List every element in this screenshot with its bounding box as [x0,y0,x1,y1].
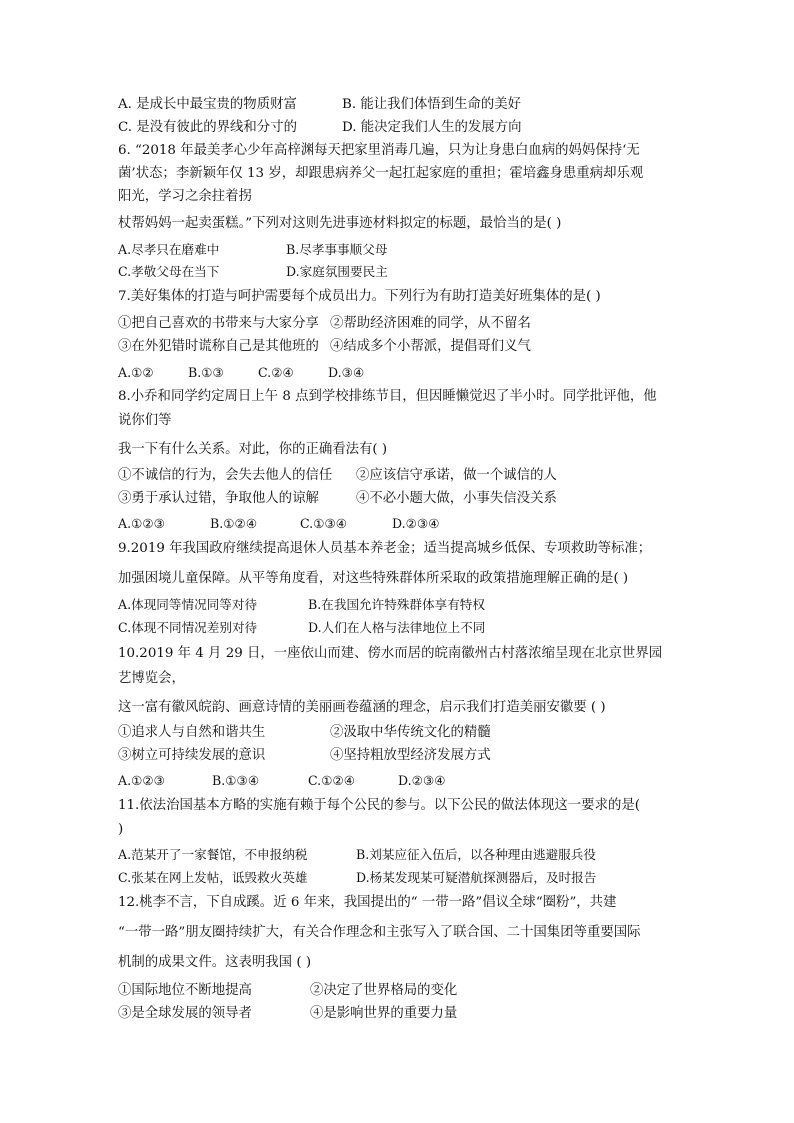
q11-option-d: D.杨某发现某可疑潜航探测器后，及时报告 [356,870,597,885]
q11-stem-line-2: ) [118,822,124,837]
q11-row-cd [118,869,597,887]
q6-stem-line-4: 杖帮妈妈一起卖蛋糕。”下列对这则先进事迹材料拟定的标题，最恰当的是( ) [118,216,562,231]
q7-statement-3: ③在外犯错时谎称自己是其他班的 [118,339,319,354]
q9-row-ab [118,596,485,614]
q6-stem-line-1: 6. “2018 年最美孝心少年高梓渊每天把家里消毒几遍，只为让身患白血病的妈妈保持‘无 [118,143,640,158]
q7-stem: 7.美好集体的打造与呵护需要每个成员出力。下列行为有助打造美好班集体的是( ) [118,289,601,304]
q9-option-a: A.体现同等情况同等对待 [118,597,258,612]
q9-option-c: C.体现不同情况差别对待 [118,620,258,635]
q7-choice-c: C.②④ [258,365,294,380]
q11-option-b: B.刘某应征入伍后，以各种理由逃避服兵役 [356,847,596,862]
q9-option-d: D.人们在人格与法律地位上不同 [308,620,486,635]
q8-choice-a: A.①②③ [118,516,165,531]
q7-choice-b: B.①③ [188,365,224,380]
q10-statements-12 [118,724,491,742]
q10-choice-d: D.②③④ [398,773,446,788]
q5-option-d: D. 能决定我们人生的发展方向 [342,120,522,135]
q10-statement-1: ①追求人与自然和谐共生 [118,725,266,740]
q7-choice-d: D.③④ [328,365,365,380]
q8-statement-1: ①不诚信的行为，会失去他人的信任 [118,468,333,483]
q9-row-cd [118,619,486,637]
q12-statement-3: ③是全球发展的领导者 [118,1006,252,1021]
q8-choice-c: C.①③④ [300,516,348,531]
q10-statement-2: ②汲取中华传统文化的精髓 [330,725,491,740]
q10-choice-c: C.①②④ [308,773,356,788]
q8-statement-4: ④不必小题大做，小事失信没关系 [356,491,557,506]
q6-row-cd [118,263,388,281]
q12-statement-4: ④是影响世界的重要力量 [310,1006,458,1021]
q8-statement-2: ②应该信守承诺，做一个诚信的人 [356,468,557,483]
q9-stem-line-2: 加强困境儿童保障。从平等角度看，对这些特殊群体所采取的政策措施理解正确的是( ) [118,571,629,586]
q7-statements-12 [118,315,531,333]
q7-statement-2: ②帮助经济困难的同学，从不留名 [330,316,531,331]
q6-option-c: C.孝敬父母在当下 [118,264,220,279]
q6-stem-line-2: 菌’状态；李新颖年仅 13 岁，却跟患病养父一起扛起家庭的重担；霍培鑫身患重病却乐观 [118,166,644,181]
q7-statement-1: ①把自己喜欢的书带来与大家分享 [118,316,319,331]
q10-statements-34 [118,747,491,765]
q8-statements-34 [118,490,557,508]
q6-option-a: A.尽孝只在磨难中 [118,242,220,257]
q5-option-a: A. 是成长中最宝贵的物质财富 [118,97,297,112]
q6-stem-line-3: 阳光，学习之余拄着拐 [118,189,252,204]
q10-choices [118,772,446,790]
q12-stem-line-2: “一带一路”朋友圈持续扩大，有关合作理念和主张写入了联合国、二十国集团等重要国际 [118,925,641,940]
q10-statement-4: ④坚持粗放型经济发展方式 [330,748,491,763]
q7-choice-a: A.①② [118,365,154,380]
q5-row-cd [118,119,522,137]
q7-choices [118,364,365,382]
q10-choice-b: B.①③④ [212,773,260,788]
q8-stem-line-2: 说你们等 [118,413,172,428]
q11-option-a: A.范某开了一家餐馆，不申报纳税 [118,847,308,862]
q10-stem-line-3: 这一富有徽风皖韵、画意诗情的美丽画卷蕴涵的理念，启示我们打造美丽安徽要 ( ) [118,700,606,715]
q8-choices [118,515,440,533]
q5-row-ab [118,96,522,114]
q10-stem-line-2: 艺博览会， [118,671,185,686]
q12-statements-12 [118,982,458,1000]
q5-option-b: B. 能让我们体悟到生命的美好 [342,97,522,112]
q6-option-b: B.尽孝事事顺父母 [286,242,388,257]
q11-stem-line-1: 11.依法治国基本方略的实施有赖于每个公民的参与。以下公民的做法体现这一要求的是( [118,798,640,813]
q11-option-c: C.张某在网上发帖，诋毁救火英雄 [118,870,308,885]
q12-stem-line-3: 机制的成果文件。这表明我国 ( ) [118,955,312,970]
q8-choice-b: B.①②④ [210,516,258,531]
q8-statement-3: ③勇于承认过错，争取他人的谅解 [118,491,319,506]
q7-statement-4: ④结成多个小帮派，提倡哥们义气 [330,339,531,354]
q5-option-c: C. 是没有彼此的界线和分寸的 [118,120,297,135]
q12-statement-1: ①国际地位不断地提高 [118,983,252,998]
q8-statements-12 [118,467,557,485]
q12-statements-34 [118,1005,458,1023]
q8-choice-d: D.②③④ [392,516,440,531]
q6-option-d: D.家庭氛围要民主 [286,264,388,279]
q6-row-ab [118,241,388,259]
q10-choice-a: A.①②③ [118,773,165,788]
q11-row-ab [118,846,596,864]
q7-statements-34 [118,338,531,356]
q12-statement-2: ②决定了世界格局的变化 [310,983,458,998]
q12-stem-line-1: 12.桃李不言，下自成蹊。近 6 年来，我国提出的“ 一带一路”倡议全球“圈粉”，共建 [118,895,617,910]
q9-option-b: B.在我国允许特殊群体享有特权 [308,597,485,612]
q8-stem-line-1: 8.小乔和同学约定周日上午 8 点到学校排练节目，但因睡懒觉迟了半小时。同学批评他，他 [118,389,657,404]
q9-stem-line-1: 9.2019 年我国政府继续提高退休人员基本养老金；适当提高城乡低保、专项救助等标准； [118,541,652,556]
q8-stem-line-3: 我一下有什么关系。对此，你的正确看法有( ) [118,442,388,457]
q10-stem-line-1: 10.2019 年 4 月 29 日，一座依山而建、傍水而居的皖南徽州古村落浓缩呈现在北京世界园 [118,646,663,661]
q10-statement-3: ③树立可持续发展的意识 [118,748,266,763]
